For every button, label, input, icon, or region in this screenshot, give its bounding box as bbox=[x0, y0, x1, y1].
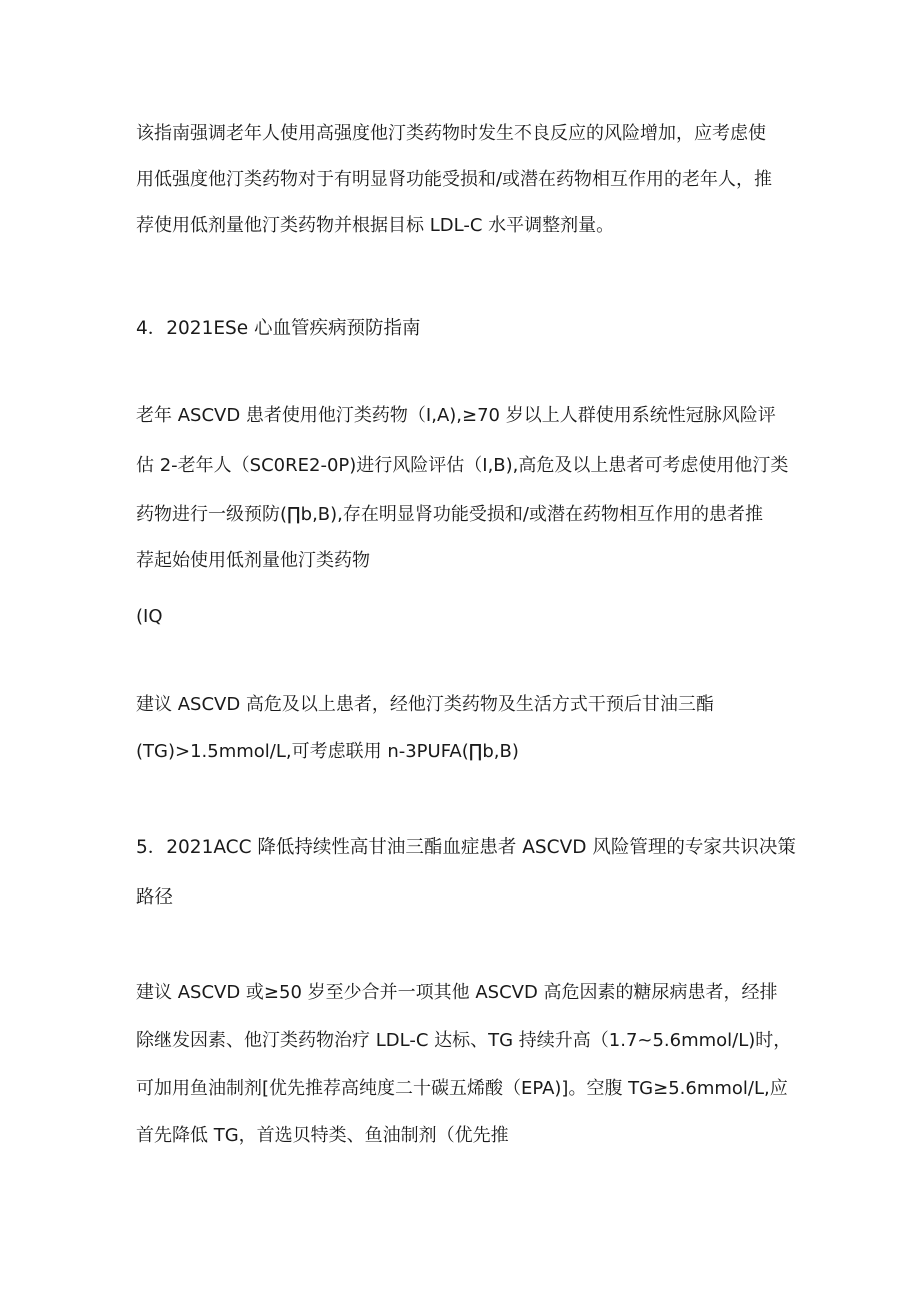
paragraph-2-line-3: 药物进行一级预防(∏b,B),存在明显肾功能受损和/或潜在药物相互作用的患者推 bbox=[136, 504, 763, 525]
paragraph-4-line-3: 可加用鱼油制剂[优先推荐高纯度二十碳五烯酸（EPA)]。空腹 TG≥5.6mmol/L,应 bbox=[136, 1078, 788, 1099]
section-heading-4: 4．2021ESe 心血管疾病预防指南 bbox=[136, 318, 421, 339]
paragraph-4-line-1: 建议 ASCVD 或≥50 岁至少合并一项其他 ASCVD 高危因素的糖尿病患者，经排 bbox=[136, 982, 778, 1003]
paragraph-2-line-1: 老年 ASCVD 患者使用他汀类药物（I,A),≥70 岁以上人群使用系统性冠脉风险评 bbox=[136, 405, 776, 426]
paragraph-3-line-1: 建议 ASCVD 高危及以上患者，经他汀类药物及生活方式干预后甘油三酯 bbox=[136, 694, 714, 715]
paragraph-4-line-4: 首先降低 TG，首选贝特类、鱼油制剂（优先推 bbox=[136, 1125, 509, 1146]
paragraph-2-line-4: 荐起始使用低剂量他汀类药物 bbox=[136, 550, 370, 571]
paragraph-1-line-2: 用低强度他汀类药物对于有明显肾功能受损和/或潜在药物相互作用的老年人，推 bbox=[136, 169, 773, 190]
paragraph-1-line-3: 荐使用低剂量他汀类药物并根据目标 LDL-C 水平调整剂量。 bbox=[136, 215, 615, 236]
paragraph-4-line-2: 除继发因素、他汀类药物治疗 LDL-C 达标、TG 持续升高（1.7~5.6mmol/L)时， bbox=[136, 1030, 792, 1051]
paragraph-1-line-1: 该指南强调老年人使用高强度他汀类药物时发生不良反应的风险增加，应考虑使 bbox=[136, 123, 766, 144]
section-heading-5-line-2: 路径 bbox=[136, 887, 174, 908]
paragraph-2-line-5: (IQ bbox=[136, 606, 163, 627]
paragraph-2-line-2: 估 2-老年人（SC0RE2-0P)进行风险评估（I,B),高危及以上患者可考虑使用他汀类 bbox=[136, 455, 789, 476]
paragraph-3-line-2: (TG)>1.5mmol/L,可考虑联用 n-3PUFA(∏b,B) bbox=[136, 741, 519, 762]
section-heading-5: 5．2021ACC 降低持续性高甘油三酯血症患者 ASCVD 风险管理的专家共识决策 bbox=[136, 837, 796, 858]
